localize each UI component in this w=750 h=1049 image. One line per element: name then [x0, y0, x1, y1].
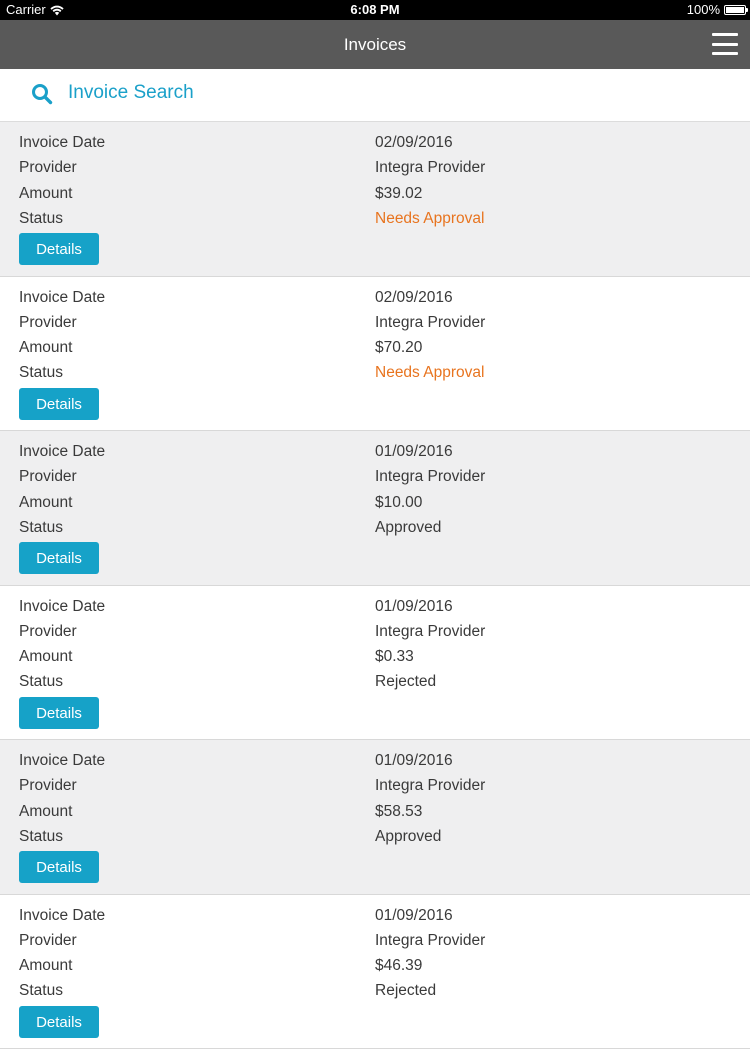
status-value: Needs Approval	[375, 360, 484, 385]
invoice-date-label: Invoice Date	[19, 903, 105, 928]
amount-label: Amount	[19, 490, 72, 515]
status-value: Rejected	[375, 978, 436, 1003]
status-row	[0, 669, 750, 694]
amount-row	[0, 335, 750, 360]
clock: 6:08 PM	[0, 0, 750, 20]
details-button[interactable]: Details	[19, 851, 99, 883]
amount-value: $70.20	[375, 335, 422, 360]
provider-label: Provider	[19, 928, 77, 953]
details-button[interactable]: Details	[19, 388, 99, 420]
amount-row	[0, 953, 750, 978]
provider-row	[0, 619, 750, 644]
status-label: Status	[19, 515, 63, 540]
provider-value: Integra Provider	[375, 773, 485, 798]
amount-label: Amount	[19, 799, 72, 824]
provider-value: Integra Provider	[375, 464, 485, 489]
amount-label: Amount	[19, 181, 72, 206]
amount-row	[0, 490, 750, 515]
invoice-date-value: 01/09/2016	[375, 439, 453, 464]
provider-label: Provider	[19, 155, 77, 180]
navigation-bar	[0, 20, 750, 69]
details-button[interactable]: Details	[19, 1006, 99, 1038]
invoice-card	[0, 431, 750, 586]
invoice-date-row	[0, 130, 750, 155]
status-label: Status	[19, 206, 63, 231]
battery-percent: 100%	[687, 0, 720, 20]
invoice-search-label: Invoice Search	[68, 81, 194, 105]
amount-value: $46.39	[375, 953, 422, 978]
amount-label: Amount	[19, 953, 72, 978]
provider-row	[0, 773, 750, 798]
invoice-date-value: 01/09/2016	[375, 748, 453, 773]
invoice-date-value: 01/09/2016	[375, 903, 453, 928]
search-icon	[31, 83, 53, 105]
provider-value: Integra Provider	[375, 619, 485, 644]
page-title: Invoices	[0, 20, 750, 69]
status-bar	[0, 0, 750, 20]
amount-row	[0, 644, 750, 669]
invoice-date-row	[0, 594, 750, 619]
carrier-label: Carrier	[6, 0, 46, 20]
amount-label: Amount	[19, 644, 72, 669]
provider-label: Provider	[19, 310, 77, 335]
invoice-card	[0, 122, 750, 277]
status-label: Status	[19, 669, 63, 694]
invoice-card	[0, 740, 750, 895]
amount-value: $39.02	[375, 181, 422, 206]
details-button[interactable]: Details	[19, 697, 99, 729]
provider-label: Provider	[19, 619, 77, 644]
invoice-date-row	[0, 748, 750, 773]
provider-value: Integra Provider	[375, 310, 485, 335]
status-row	[0, 515, 750, 540]
provider-row	[0, 928, 750, 953]
amount-row	[0, 181, 750, 206]
invoice-card	[0, 586, 750, 741]
battery-indicator	[687, 0, 746, 20]
provider-label: Provider	[19, 773, 77, 798]
status-value: Approved	[375, 824, 441, 849]
battery-icon	[724, 5, 746, 15]
invoice-date-label: Invoice Date	[19, 285, 105, 310]
status-label: Status	[19, 824, 63, 849]
status-label: Status	[19, 978, 63, 1003]
hamburger-menu-icon[interactable]	[712, 33, 738, 55]
invoice-list	[0, 122, 750, 1049]
status-row	[0, 206, 750, 231]
provider-row	[0, 310, 750, 335]
invoice-date-label: Invoice Date	[19, 130, 105, 155]
status-label: Status	[19, 360, 63, 385]
status-row	[0, 824, 750, 849]
amount-value: $58.53	[375, 799, 422, 824]
amount-value: $10.00	[375, 490, 422, 515]
amount-value: $0.33	[375, 644, 414, 669]
provider-row	[0, 155, 750, 180]
provider-value: Integra Provider	[375, 928, 485, 953]
invoice-date-value: 02/09/2016	[375, 130, 453, 155]
invoice-card	[0, 895, 750, 1049]
amount-label: Amount	[19, 335, 72, 360]
invoice-card	[0, 277, 750, 432]
status-value: Rejected	[375, 669, 436, 694]
invoice-date-value: 01/09/2016	[375, 594, 453, 619]
amount-row	[0, 799, 750, 824]
provider-value: Integra Provider	[375, 155, 485, 180]
status-row	[0, 360, 750, 385]
status-value: Needs Approval	[375, 206, 484, 231]
invoice-search-button[interactable]	[0, 69, 750, 122]
details-button[interactable]: Details	[19, 233, 99, 265]
invoice-date-row	[0, 439, 750, 464]
details-button[interactable]: Details	[19, 542, 99, 574]
invoice-date-label: Invoice Date	[19, 594, 105, 619]
invoice-date-label: Invoice Date	[19, 748, 105, 773]
invoice-date-label: Invoice Date	[19, 439, 105, 464]
status-value: Approved	[375, 515, 441, 540]
invoice-date-value: 02/09/2016	[375, 285, 453, 310]
provider-row	[0, 464, 750, 489]
invoice-date-row	[0, 285, 750, 310]
invoice-date-row	[0, 903, 750, 928]
provider-label: Provider	[19, 464, 77, 489]
